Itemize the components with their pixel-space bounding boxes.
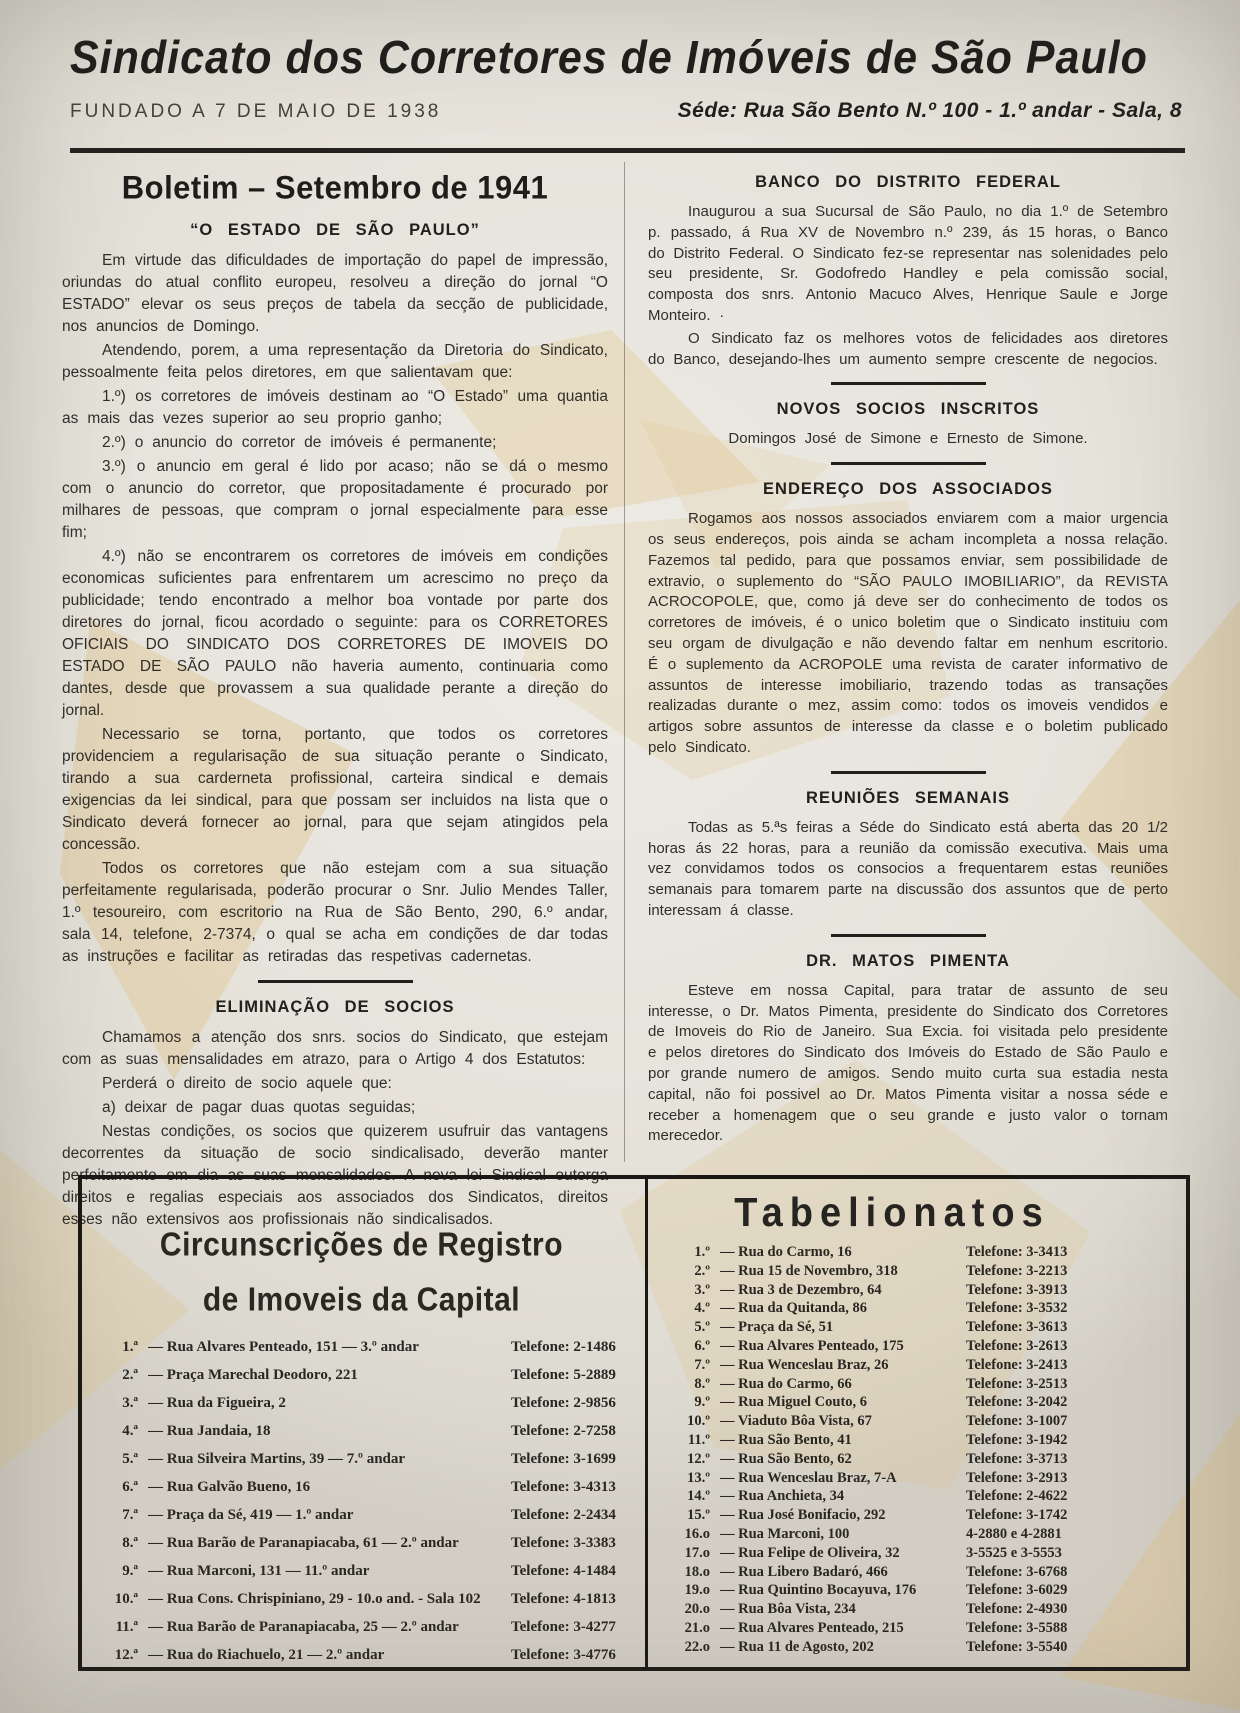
paragraph: Necessario se torna, portanto, que todos os corretores providenciem a regularisação de sua situação perante o Sindicato, tirando a sua carderneta profissional, carteira sindical e demais exigencias da lei sindical, para que possam ser incluidos na lista que o Sindicato deverá fornecer ao jornal, para que sejam atingidos pela concessão. xyxy=(62,726,608,853)
row-number: 19.o xyxy=(684,1582,710,1599)
row-phone: Telefone: 3-3532 xyxy=(966,1300,1068,1317)
row-address: — Rua Cons. Chrispiniano, 29 - 10.o and. - Sala 102 xyxy=(148,1591,481,1607)
masthead xyxy=(70,34,1182,123)
row-phone: Telefone: 3-4277 xyxy=(511,1619,616,1635)
row-phone: Telefone: 3-3913 xyxy=(966,1281,1068,1298)
row-number: 8.ª xyxy=(122,1535,138,1551)
row-number: 4.º xyxy=(694,1300,710,1317)
row-address: — Rua Barão de Paranapiacaba, 25 — 2.º andar xyxy=(148,1619,459,1635)
table-row xyxy=(668,1487,1116,1506)
table-row xyxy=(94,1563,629,1580)
paragraph: Inaugurou a sua Sucursal de São Paulo, no dia 1.º de Setembro p. passado, á Rua XV de Novembro n.º 239, ás 15 horas, o Banco do Distrito Federal. O Sindicato fez-se representar nas solenidades pelo seu presidente, Sr. Godofredo Handley e pela comissão social, composta dos snrs. Antonio Macuco Alves, Henrique Saule e Jorge Monteiro. · xyxy=(648,203,1168,324)
row-number: 17.o xyxy=(684,1544,710,1561)
row-phone: Telefone: 3-1742 xyxy=(966,1507,1068,1524)
table-row xyxy=(668,1356,1116,1375)
row-phone: Telefone: 3-1942 xyxy=(966,1431,1068,1448)
registry-rows xyxy=(94,1339,629,1664)
row-address: — Rua Alvares Penteado, 215 xyxy=(720,1619,904,1636)
row-number: 10.º xyxy=(687,1413,710,1430)
table-row xyxy=(668,1299,1116,1318)
row-number: 9.º xyxy=(694,1394,710,1411)
row-address: — Rua Quintino Bocayuva, 176 xyxy=(720,1582,917,1599)
banco-heading: BANCO DO DISTRITO FEDERAL xyxy=(755,173,1061,191)
table-row xyxy=(668,1506,1116,1525)
row-number: 4.ª xyxy=(122,1423,138,1439)
row-number: 3.ª xyxy=(122,1395,138,1411)
directory-box xyxy=(78,1175,1190,1671)
section-divider xyxy=(831,934,986,937)
row-phone: Telefone: 2-4930 xyxy=(966,1601,1068,1618)
row-phone: Telefone: 3-2913 xyxy=(966,1469,1068,1486)
registry-panel xyxy=(82,1179,645,1667)
section-divider xyxy=(831,382,986,385)
paragraph: Chamamos a atenção dos snrs. socios do Sindicato, que estejam com as suas mensalidades em atrazo, para o Artigo 4 dos Estatutos: xyxy=(62,1029,608,1068)
table-row xyxy=(94,1535,629,1552)
row-number: 16.o xyxy=(684,1525,710,1542)
row-phone: Telefone: 3-5540 xyxy=(966,1638,1068,1655)
row-number: 11.º xyxy=(687,1431,710,1448)
row-phone: Telefone: 3-4313 xyxy=(511,1479,616,1495)
row-address: — Rua Miguel Couto, 6 xyxy=(720,1394,868,1411)
row-phone: Telefone: 3-6029 xyxy=(966,1582,1068,1599)
table-row xyxy=(668,1375,1116,1394)
section-divider xyxy=(831,462,986,465)
table-row xyxy=(668,1600,1116,1619)
row-number: 15.º xyxy=(687,1507,710,1524)
row-number: 13.º xyxy=(687,1469,710,1486)
row-phone: Telefone: 3-4776 xyxy=(511,1647,616,1663)
paragraph: Todas as 5.ªs feiras a Séde do Sindicato está aberta das 20 1/2 horas ás 22 horas, para a reunião da comissão executiva. Mais uma vez convidamos todos os consocios a frequentarem estas reuniões semanais para tomarem parte na discussão dos assuntos que de perto interessam á classe. xyxy=(648,818,1168,919)
table-row xyxy=(668,1281,1116,1300)
page-title: Sindicato dos Corretores de Imóveis de São Paulo xyxy=(70,32,1148,84)
row-phone: Telefone: 3-6768 xyxy=(966,1563,1068,1580)
table-row xyxy=(668,1544,1116,1563)
table-row xyxy=(668,1243,1116,1262)
row-number: 5.ª xyxy=(122,1451,138,1467)
hq-address: Séde: Rua São Bento N.º 100 - 1.º andar - Sala, 8 xyxy=(677,99,1182,122)
row-phone: Telefone: 3-2613 xyxy=(966,1337,1068,1354)
table-row xyxy=(668,1393,1116,1412)
founded-line: FUNDADO A 7 DE MAIO DE 1938 xyxy=(70,101,442,122)
o-estado-heading: “O ESTADO DE SÃO PAULO” xyxy=(190,221,480,239)
row-address: — Praça Marechal Deodoro, 221 xyxy=(148,1367,358,1383)
table-row xyxy=(668,1525,1116,1544)
table-row xyxy=(94,1451,629,1468)
column-divider xyxy=(624,162,625,1162)
row-address: — Rua da Figueira, 2 xyxy=(148,1395,286,1411)
paragraph: Todos os corretores que não estejam com a sua situação perfeitamente regularisada, poderão procurar o Snr. Julio Mendes Taller, 1.º tesoureiro, com escritorio na Rua de São Bento, 290, 6.º andar, sala 14, telefone, 2-7374, o qual se acha em condições de dar todas as instruções e facilitar as retiradas das respetivas cadernetas. xyxy=(62,860,608,965)
row-address: — Rua Anchieta, 34 xyxy=(720,1488,845,1505)
row-address: — Rua Alvares Penteado, 175 xyxy=(720,1337,904,1354)
row-phone: Telefone: 2-9856 xyxy=(511,1395,616,1411)
row-number: 20.o xyxy=(684,1601,710,1618)
row-address: — Rua Marconi, 131 — 11.º andar xyxy=(148,1563,370,1579)
row-phone: Telefone: 2-2434 xyxy=(511,1507,616,1523)
row-phone: Telefone: 4-1484 xyxy=(511,1563,616,1579)
table-row xyxy=(668,1318,1116,1337)
row-address: — Rua Wenceslau Braz, 7-A xyxy=(720,1469,897,1486)
row-phone: Telefone: 3-3413 xyxy=(966,1244,1068,1260)
table-row xyxy=(668,1450,1116,1469)
left-column xyxy=(62,160,608,1233)
paragraph: Nestas condições, os socios que quizerem usufruir das vantagens decorrentes da situação de socio sindicalisado, deverão manter perfeitamente em dia as suas mensalidades. A nova lei Sindical outorga direitos e regalias especiais aos associados dos Sindicatos, direitos esses não extensivos aos profissionais não sindicalisados. xyxy=(62,1123,608,1228)
row-number: 1.ª xyxy=(122,1339,138,1355)
row-number: 12.ª xyxy=(114,1647,138,1663)
row-phone: Telefone: 2-4622 xyxy=(966,1488,1068,1505)
tabelionatos-rows xyxy=(668,1243,1116,1657)
row-address: — Rua Marconi, 100 xyxy=(720,1525,850,1542)
paragraph: 1.º) os corretores de imóveis destinam ao “O Estado” uma quantia as mais das vezes superior ao seu proprio ganho; xyxy=(62,388,608,427)
row-address: — Rua São Bento, 41 xyxy=(720,1431,852,1448)
table-row xyxy=(94,1647,629,1664)
row-address: — Rua Felipe de Oliveira, 32 xyxy=(720,1544,900,1561)
tabelionatos-title: Tabelionatos xyxy=(734,1190,1050,1236)
row-address: — Rua São Bento, 62 xyxy=(720,1450,852,1467)
row-number: 18.o xyxy=(684,1563,710,1580)
row-phone: Telefone: 2-7258 xyxy=(511,1423,616,1439)
row-address: — Rua Wenceslau Braz, 26 xyxy=(720,1356,889,1373)
row-number: 12.º xyxy=(687,1450,710,1467)
row-number: 8.º xyxy=(694,1375,710,1392)
row-number: 9.ª xyxy=(122,1563,138,1579)
row-address: — Rua Libero Badaró, 466 xyxy=(720,1563,888,1580)
masthead-rule xyxy=(70,148,1185,153)
endereco-heading: ENDEREÇO DOS ASSOCIADOS xyxy=(763,480,1053,499)
table-row xyxy=(94,1591,629,1608)
row-address: — Rua do Carmo, 16 xyxy=(720,1244,852,1260)
row-address: — Rua Barão de Paranapiacaba, 61 — 2.º andar xyxy=(148,1535,459,1551)
row-number: 11.ª xyxy=(115,1619,138,1635)
row-number: 1.º xyxy=(694,1244,710,1260)
table-row xyxy=(668,1262,1116,1281)
section-divider xyxy=(831,771,986,774)
row-phone: 3-5525 e 3-5553 xyxy=(966,1544,1062,1561)
table-row xyxy=(668,1619,1116,1638)
row-number: 21.o xyxy=(684,1619,710,1636)
table-row xyxy=(668,1581,1116,1600)
row-number: 6.º xyxy=(694,1337,710,1354)
row-number: 6.ª xyxy=(122,1479,138,1495)
paragraph: 3.º) o anuncio em geral é lido por acaso; não se dá o mesmo com o anuncio do corretor, que propositadamente é procurado por milhares de pessoas, que compram o jornal especialmente para esse fim; xyxy=(62,458,608,541)
row-phone: Telefone: 3-2413 xyxy=(966,1356,1068,1373)
registry-title-line1: Circunscrições de Registro xyxy=(159,1226,564,1264)
row-address: — Rua da Quitanda, 86 xyxy=(720,1300,868,1317)
row-number: 22.o xyxy=(684,1638,710,1655)
row-number: 2.º xyxy=(694,1262,710,1279)
row-address: — Rua 11 de Agosto, 202 xyxy=(720,1638,874,1655)
paragraph: Perderá o direito de socio aquele que: xyxy=(102,1075,392,1092)
table-row xyxy=(94,1479,629,1496)
paragraph: Atendendo, porem, a uma representação da Diretoria do Sindicato, pessoalmente feita pelos diretores, em que salientavam que: xyxy=(62,342,608,381)
row-address: — Rua Alvares Penteado, 151 — 3.º andar xyxy=(148,1339,419,1355)
row-phone: Telefone: 5-2889 xyxy=(511,1367,616,1383)
table-row xyxy=(94,1507,629,1524)
row-phone: Telefone: 3-3383 xyxy=(511,1535,616,1551)
section-divider xyxy=(258,980,413,983)
row-phone: Telefone: 3-5588 xyxy=(966,1619,1068,1636)
row-address: — Rua Bôa Vista, 234 xyxy=(720,1601,856,1618)
row-address: — Rua do Riachuelo, 21 — 2.º andar xyxy=(148,1647,385,1663)
row-phone: Telefone: 3-1699 xyxy=(511,1451,616,1467)
paragraph: 2.º) o anuncio do corretor de imóveis é permanente; xyxy=(102,434,497,451)
paragraph: Rogamos aos nossos associados enviarem com a maior urgencia os seus endereços, pois ainda se acham incompleta a nossa relação. Fazemos tal pedido, para que possamos enviar, sem possibilidade de extravio, o suplemento do “SÃO PAULO IMOBILIARIO”, da REVISTA ACROCOPOLE, que, como já deve ser do conhecimento de todos os corretores de imóveis, é o unico boletim que o Sindicato instituiu com seu orgam de divulgação e não devendo faltar em nenhum escritorio. É o suplemento da ACROPOLE uma revista de carater informativo de assuntos de interesse imobiliario, trazendo todas as transações realizadas durante o mez, assim como: todos os imoveis vendidos e artigos sobre assuntos de interesse da classe e o boletim publicado pelo Sindicato. xyxy=(648,510,1168,756)
row-phone: Telefone: 3-2513 xyxy=(966,1375,1068,1392)
paragraph: Em virtude das dificuldades de importação do papel de impressão, oriundas do atual conflito europeu, resolveu a direção do jornal “O ESTADO” elevar os seus preços de tabela da secção de publicidade, nos anuncios de Domingo. xyxy=(62,252,608,335)
row-address: — Rua 3 de Dezembro, 64 xyxy=(720,1281,882,1298)
row-number: 2.ª xyxy=(122,1367,138,1383)
row-phone: Telefone: 2-1486 xyxy=(511,1339,616,1355)
matos-pimenta-heading: DR. MATOS PIMENTA xyxy=(806,951,1010,970)
row-address: — Rua José Bonifacio, 292 xyxy=(720,1507,886,1524)
table-row xyxy=(94,1423,629,1440)
paragraph: O Sindicato faz os melhores votos de felicidades aos diretores do Banco, desejando-lhes um aumento sempre crescente de negocios. xyxy=(648,329,1168,368)
paragraph: a) deixar de pagar duas quotas seguidas; xyxy=(102,1099,416,1116)
boletim-title: Boletim – Setembro de 1941 xyxy=(121,169,549,206)
table-row xyxy=(94,1339,629,1356)
table-row xyxy=(668,1638,1116,1657)
row-address: — Rua Galvão Bueno, 16 xyxy=(148,1479,311,1495)
row-address: — Rua Jandaia, 18 xyxy=(148,1423,271,1439)
row-number: 5.º xyxy=(694,1319,710,1336)
row-address: — Praça da Sé, 51 xyxy=(720,1319,834,1336)
row-phone: Telefone: 3-2213 xyxy=(966,1262,1068,1279)
table-row xyxy=(668,1337,1116,1356)
table-row xyxy=(668,1469,1116,1488)
table-row xyxy=(668,1431,1116,1450)
masthead-subline xyxy=(70,99,1182,123)
table-row xyxy=(668,1563,1116,1582)
registry-title-line2: de Imoveis da Capital xyxy=(202,1281,521,1319)
row-phone: Telefone: 4-1813 xyxy=(511,1591,616,1607)
tabelionatos-panel xyxy=(648,1179,1186,1667)
row-number: 10.ª xyxy=(114,1591,138,1607)
row-phone: Telefone: 3-3713 xyxy=(966,1450,1068,1467)
registry-title xyxy=(94,1218,629,1328)
row-number: 7.º xyxy=(694,1356,710,1373)
eliminacao-heading: ELIMINAÇÃO DE SOCIOS xyxy=(215,998,455,1016)
row-number: 14.º xyxy=(687,1488,710,1505)
right-column xyxy=(648,160,1168,1149)
table-row xyxy=(94,1395,629,1412)
row-address: — Viaduto Bôa Vista, 67 xyxy=(720,1413,872,1430)
table-row xyxy=(94,1619,629,1636)
paragraph: Domingos José de Simone e Ernesto de Simone. xyxy=(728,430,1088,448)
row-phone: Telefone: 3-2042 xyxy=(966,1394,1068,1411)
table-row xyxy=(668,1412,1116,1431)
row-number: 3.º xyxy=(694,1281,710,1298)
row-phone: Telefone: 3-1007 xyxy=(966,1413,1068,1430)
reunioes-heading: REUNIÕES SEMANAIS xyxy=(806,788,1010,807)
row-address: — Rua do Carmo, 66 xyxy=(720,1375,852,1392)
paragraph: Esteve em nossa Capital, para tratar de assunto de seu interesse, o Dr. Matos Pimenta, presidente do Sindicato dos Corretores de Imoveis do Rio de Janeiro. Sua Excia. foi visitada pelo presidente e pelos diretores do Sindicato dos Imóveis do Estado de São Paulo e por grande numero de amigos. Sendo muito curta sua estadia nesta capital, não foi possivel ao Dr. Matos Pimenta visitar a nossa séde e receber a homenagem que o seu grande e justo valor o tornam merecedor. xyxy=(648,981,1168,1145)
table-row xyxy=(94,1367,629,1384)
row-address: — Praça da Sé, 419 — 1.º andar xyxy=(148,1507,354,1523)
row-phone: 4-2880 e 4-2881 xyxy=(966,1525,1062,1542)
row-address: — Rua Silveira Martins, 39 — 7.º andar xyxy=(148,1451,406,1467)
row-number: 7.ª xyxy=(122,1507,138,1523)
novos-socios-heading: NOVOS SOCIOS INSCRITOS xyxy=(776,400,1040,419)
row-address: — Rua 15 de Novembro, 318 xyxy=(720,1262,898,1279)
row-phone: Telefone: 3-3613 xyxy=(966,1319,1068,1336)
paragraph: 4.º) não se encontrarem os corretores de imóveis em condições economicas suficientes para enfrentarem um acrescimo no preço da publicidade; tendo encontrado a melhor boa vontade por parte dos diretores do jornal, ficou acordado o seguinte: para os CORRETORES OFICIAIS DO SINDICATO DOS CORRETORES DE IMOVEIS DO ESTADO DE SÃO PAULO não haveria aumento, continuaria como dantes, desde que provassem a sua qualidade perante a direção do jornal. xyxy=(62,548,608,719)
